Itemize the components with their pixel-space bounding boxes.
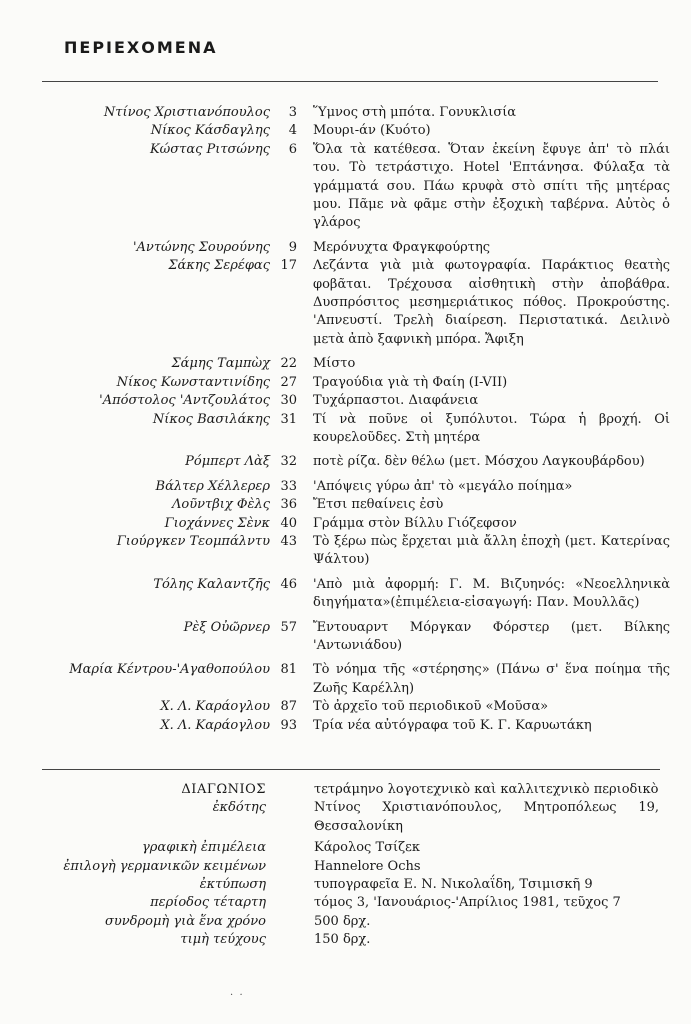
- toc-entry: [0, 453, 691, 471]
- colophon-row: [0, 931, 691, 949]
- colophon-row: [0, 799, 691, 836]
- toc-page-number: 30: [280, 393, 297, 409]
- toc-entry: [0, 533, 691, 570]
- toc-entry: [0, 576, 691, 613]
- toc-page-number: 43: [280, 533, 297, 549]
- toc-page-number: 87: [280, 699, 297, 715]
- colophon-value: τετράμηνο λογοτεχνικὸ καὶ καλλιτεχνικὸ περιοδικὸ: [314, 782, 659, 797]
- toc-entry: [0, 141, 691, 233]
- toc-author: Νίκος Κωνσταντινίδης: [116, 374, 270, 390]
- toc-author: Βάλτερ Χέλλερερ: [155, 478, 270, 494]
- toc-works: Ὅλα τὰ κατέθεσα. Ὅταν ἐκείνη ἔφυγε ἀπ' τὸ πλάι του. Τὸ τετράστιχο. Hotel 'Επτάνησα. Φύλαξα τὰ γράμματά σου. Πάω κρυφὰ στὸ σπίτι τῆς μητέρας μου. Πᾶμε νὰ φᾶμε στὴν ἐξοχικὴ ταβέρνα. Αὐτὸς ὁ γλάρος: [313, 141, 670, 231]
- toc-page-number: 32: [280, 454, 297, 470]
- toc-author: 'Αντώνης Σουρούνης: [132, 239, 270, 255]
- toc-entry: [0, 374, 691, 392]
- toc-works: Γράμμα στὸν Βίλλυ Γιόζεφσον: [313, 515, 517, 531]
- table-of-contents: [0, 104, 691, 735]
- colophon-value: Ντίνος Χριστιανόπουλος, Μητροπόλεως 19, Θεσσαλονίκη: [314, 800, 659, 834]
- toc-page-number: 4: [288, 123, 297, 139]
- toc-works: ποτὲ ρίζα. δὲν θέλω (μετ. Μόσχου Λαγκουβάρδου): [313, 454, 645, 470]
- colophon-value: Hannelore Ochs: [314, 858, 421, 874]
- toc-page-number: 93: [280, 717, 297, 733]
- colophon-label: περίοδος τέταρτη: [150, 895, 266, 911]
- toc-author: Νίκος Κάσδαγλης: [150, 123, 270, 139]
- toc-entry: [0, 104, 691, 122]
- toc-author: Σάκης Σερέφας: [168, 258, 270, 274]
- toc-page-number: 27: [280, 374, 297, 390]
- toc-entry: [0, 478, 691, 496]
- toc-works: Λεζάντα γιὰ μιὰ φωτογραφία. Παράκτιος θεατὴς φοβᾶται. Τρέχουσα αἰσθητικὴ στὴν ἀποβάθρα. Δυσπρόσιτος μεσημεριάτικος πόθος. Προκρούστης. 'Απνευστί. Τρελὴ διαίρεση. Περιστατικά. Δειλινὸ μετὰ ἀπὸ ξαφνικὴ μπόρα. Ἄφιξη: [313, 258, 670, 347]
- colophon-value: 150 δρχ.: [314, 932, 371, 948]
- toc-works: Μουρι-άν (Κυότο): [313, 123, 431, 139]
- toc-page-number: 36: [280, 497, 297, 513]
- toc-page-number: 46: [280, 576, 297, 592]
- colophon-value: Κάρολος Τσίζεκ: [314, 840, 420, 856]
- toc-author: Ρὲξ Οὐῶρνερ: [183, 619, 270, 635]
- colophon-rule: [42, 769, 660, 770]
- toc-entry: [0, 239, 691, 257]
- toc-page-number: 81: [280, 662, 297, 678]
- colophon-value: τόμος 3, 'Ιανουάριος-'Απρίλιος 1981, τεῦχος 7: [314, 895, 621, 911]
- print-specks: · ·: [230, 990, 243, 1001]
- toc-author: Γιοχάννες Σὲνκ: [164, 515, 270, 531]
- title-rule: [42, 81, 658, 82]
- toc-works: Τὸ ξέρω πὼς ἔρχεται μιὰ ἄλλη ἐποχὴ (μετ. Κατερίνας Ψάλτου): [313, 533, 670, 568]
- toc-entry: [0, 661, 691, 698]
- toc-entry: [0, 411, 691, 448]
- toc-works: 'Απὸ μιὰ ἀφορμή: Γ. Μ. Βιζυηνός: «Νεοελληνικὰ διηγήματα»(ἐπιμέλεια-εἰσαγωγή: Παν. Μουλλᾶς): [313, 576, 670, 611]
- toc-entry: [0, 515, 691, 533]
- colophon-row: [0, 781, 691, 799]
- colophon-label: ἐκδότης: [212, 800, 266, 816]
- toc-page-number: 3: [288, 105, 297, 120]
- toc-author: Τόλης Καλαντζῆς: [153, 576, 270, 592]
- toc-page-number: 57: [280, 619, 297, 635]
- toc-entry: [0, 355, 691, 373]
- toc-page-number: 33: [280, 478, 297, 494]
- toc-entry: [0, 717, 691, 735]
- toc-entry: [0, 698, 691, 716]
- toc-page-number: 17: [280, 258, 297, 274]
- colophon-row: [0, 913, 691, 931]
- colophon-label: ἐπιλογὴ γερμανικῶν κειμένων: [63, 858, 266, 874]
- colophon-label: ΔΙΑΓΩΝΙΟΣ: [181, 782, 266, 797]
- toc-works: Ὕμνος στὴ μπότα. Γονυκλισία: [313, 105, 517, 120]
- toc-author: Χ. Λ. Καράογλου: [160, 699, 270, 715]
- toc-works: Ἔντουαρντ Μόργκαν Φόρστερ (μετ. Βίλκης 'Αντωνιάδου): [313, 619, 670, 653]
- toc-page-number: 31: [280, 411, 297, 427]
- toc-works: Τί νὰ ποῦνε οἱ ξυπόλυτοι. Τώρα ἡ βροχή. Οἱ κουρελοῦδες. Στὴ μητέρα: [313, 411, 670, 445]
- toc-page-number: 6: [288, 141, 297, 157]
- toc-author: Ρόμπερτ Λὰξ: [185, 454, 270, 470]
- colophon-value: 500 δρχ.: [314, 913, 371, 929]
- toc-author: Σάμης Ταμπὼχ: [171, 356, 270, 372]
- toc-works: 'Απόψεις γύρω ἀπ' τὸ «μεγάλο ποίημα»: [313, 478, 573, 494]
- colophon-row: [0, 876, 691, 894]
- toc-entry: [0, 392, 691, 410]
- toc-page-number: 9: [288, 239, 297, 255]
- toc-entry: [0, 257, 691, 349]
- toc-author: Μαρία Κέντρου-'Αγαθοπούλου: [69, 662, 270, 678]
- toc-author: Λοῦντβιχ Φὲλς: [172, 497, 270, 513]
- toc-works: Τρία νέα αὐτόγραφα τοῦ Κ. Γ. Καρυωτάκη: [313, 717, 592, 733]
- toc-entry: [0, 122, 691, 140]
- colophon-row: [0, 839, 691, 857]
- toc-works: Τραγούδια γιὰ τὴ Φαίη (I-VII): [313, 374, 508, 390]
- toc-works: Τὸ νόημα τῆς «στέρησης» (Πάνω σ' ἕνα ποίημα τῆς Ζωῆς Καρέλλη): [313, 662, 670, 696]
- toc-works: Τυχάρπαστοι. Διαφάνεια: [313, 393, 479, 409]
- toc-works: Τὸ ἀρχεῖο τοῦ περιοδικοῦ «Μοῦσα»: [313, 699, 549, 715]
- colophon-label: τιμὴ τεύχους: [180, 932, 266, 948]
- colophon-label: συνδρομὴ γιὰ ἕνα χρόνο: [105, 913, 266, 929]
- toc-author: Κώστας Ριτσώνης: [149, 141, 270, 157]
- toc-page-number: 40: [280, 515, 297, 531]
- colophon-label: ἐκτύπωση: [199, 877, 266, 893]
- toc-author: 'Απόστολος 'Αντζουλάτος: [99, 393, 270, 409]
- toc-works: Μερόνυχτα Φραγκφούρτης: [313, 239, 491, 255]
- page-title: ΠΕΡΙΕΧΟΜΕΝΑ: [64, 38, 218, 57]
- colophon-row: [0, 858, 691, 876]
- toc-page-number: 22: [280, 356, 297, 372]
- toc-author: Ντίνος Χριστιανόπουλος: [103, 105, 270, 120]
- toc-works: Ἔτσι πεθαίνεις ἐσὺ: [313, 497, 444, 513]
- toc-author: Γιούργκεν Τεομπάλντυ: [116, 533, 270, 549]
- colophon: [0, 781, 691, 950]
- toc-author: Χ. Λ. Καράογλου: [160, 717, 270, 733]
- toc-works: Μίστο: [313, 356, 356, 372]
- toc-entry: [0, 496, 691, 514]
- colophon-row: [0, 894, 691, 912]
- colophon-label: γραφικὴ ἐπιμέλεια: [142, 840, 266, 856]
- colophon-value: τυπογραφεῖα Ε. Ν. Νικολαΐδη, Τσιμισκῆ 9: [314, 877, 593, 893]
- toc-entry: [0, 619, 691, 656]
- toc-author: Νίκος Βασιλάκης: [152, 411, 270, 427]
